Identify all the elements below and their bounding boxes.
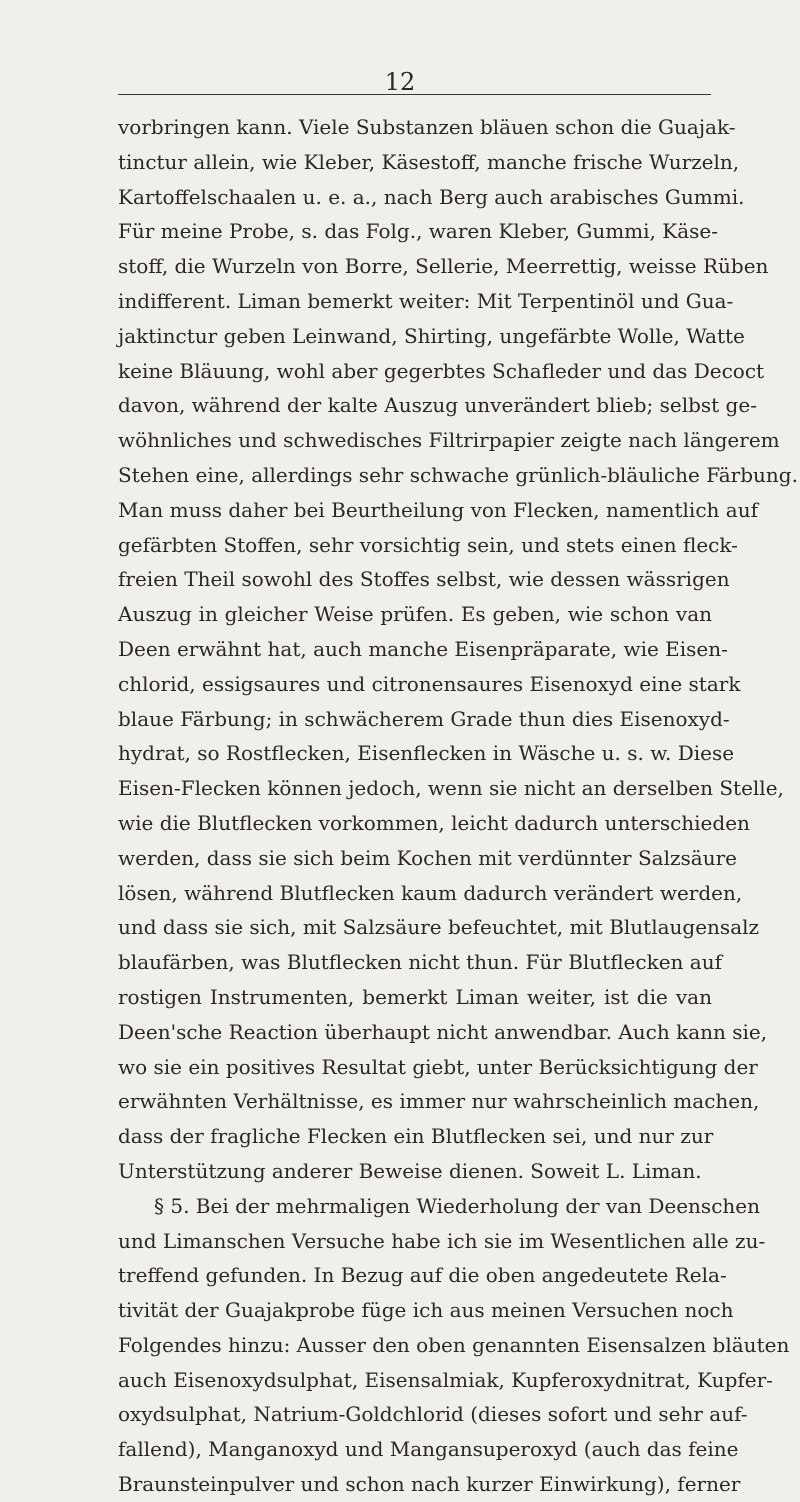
text-line: auch Eisenoxydsulphat, Eisensalmiak, Kupferoxydnitrat, Kupfer-: [118, 1367, 773, 1392]
text-line: hydrat, so Rostflecken, Eisenflecken in Wäsche u. s. w. Diese: [118, 741, 735, 766]
text-line: dass der fragliche Flecken ein Blutflecken sei, und nur zur: [118, 1124, 714, 1149]
body-text: [118, 110, 798, 1502]
text-line: wo sie ein positives Resultat giebt, unter Berücksichtigung der: [118, 1054, 758, 1079]
text-line: Braunsteinpulver und schon nach kurzer Einwirkung), ferner: [118, 1472, 741, 1497]
text-line: tivität der Guajakprobe füge ich aus meinen Versuchen noch: [118, 1298, 734, 1323]
text-line: Folgendes hinzu: Ausser den oben genannten Eisensalzen bläuten: [118, 1332, 790, 1357]
text-line: stoff, die Wurzeln von Borre, Sellerie, Meerrettig, weisse Rüben: [118, 254, 769, 279]
text-line: indifferent. Liman bemerkt weiter: Mit Terpentinöl und Gua-: [118, 288, 734, 313]
text-line: Eisen-Flecken können jedoch, wenn sie nicht an derselben Stelle,: [118, 776, 784, 801]
text-line: und Limanschen Versuche habe ich sie im Wesentlichen alle zu-: [118, 1228, 766, 1253]
text-line: freien Theil sowohl des Stoffes selbst, wie dessen wässrigen: [118, 567, 730, 592]
header-rule: [118, 94, 711, 95]
text-line: blaue Färbung; in schwächerem Grade thun dies Eisenoxyd-: [118, 706, 730, 731]
text-line: wöhnliches und schwedisches Filtrirpapier zeigte nach längerem: [118, 428, 780, 453]
text-line: Deen erwähnt hat, auch manche Eisenpräparate, wie Eisen-: [118, 636, 728, 661]
text-line: jaktinctur geben Leinwand, Shirting, ungefärbte Wolle, Watte: [118, 323, 745, 348]
text-line: lösen, während Blutflecken kaum dadurch verändert werden,: [118, 880, 743, 905]
text-line: davon, während der kalte Auszug unverändert blieb; selbst ge-: [118, 393, 757, 418]
text-line: Unterstützung anderer Beweise dienen. Soweit L. Liman.: [118, 1158, 702, 1183]
text-line: Man muss daher bei Beurtheilung von Flecken, namentlich auf: [118, 497, 758, 522]
text-line: fallend), Manganoxyd und Mangansuperoxyd (auch das feine: [118, 1437, 739, 1462]
text-line: § 5. Bei der mehrmaligen Wiederholung der van Deenschen: [154, 1193, 760, 1218]
text-line: erwähnten Verhältnisse, es immer nur wahrscheinlich machen,: [118, 1089, 760, 1114]
text-line: vorbringen kann. Viele Substanzen bläuen schon die Guajak-: [118, 115, 736, 139]
text-line: treffend gefunden. In Bezug auf die oben angedeutete Rela-: [118, 1263, 727, 1288]
text-line: und dass sie sich, mit Salzsäure befeuchtet, mit Blutlaugensalz: [118, 915, 760, 940]
text-line: tinctur allein, wie Kleber, Käsestoff, manche frische Wurzeln,: [118, 149, 740, 174]
text-line: gefärbten Stoffen, sehr vorsichtig sein, und stets einen fleck-: [118, 532, 738, 557]
text-line: Auszug in gleicher Weise prüfen. Es geben, wie schon van: [118, 602, 712, 627]
text-line: Deen'sche Reaction überhaupt nicht anwendbar. Auch kann sie,: [118, 1019, 768, 1044]
text-line: Stehen eine, allerdings sehr schwache grünlich-bläuliche Färbung.: [118, 462, 798, 487]
text-line: Kartoffelschaalen u. e. a., nach Berg auch arabisches Gummi.: [118, 184, 745, 209]
text-line: wie die Blutflecken vorkommen, leicht dadurch unterschieden: [118, 810, 750, 835]
text-line: Für meine Probe, s. das Folg., waren Kleber, Gummi, Käse-: [118, 219, 718, 244]
text-line: oxydsulphat, Natrium-Goldchlorid (dieses sofort und sehr auf-: [118, 1402, 748, 1427]
text-line: chlorid, essigsaures und citronensaures Eisenoxyd eine stark: [118, 671, 741, 696]
text-line: werden, dass sie sich beim Kochen mit verdünnter Salzsäure: [118, 845, 737, 870]
page-number: 12: [384, 68, 416, 96]
text-line: rostigen Instrumenten, bemerkt Liman weiter, ist die van: [118, 984, 712, 1009]
text-line: keine Bläuung, wohl aber gegerbtes Schafleder und das Decoct: [118, 358, 765, 383]
text-line: blaufärben, was Blutflecken nicht thun. Für Blutflecken auf: [118, 950, 722, 975]
